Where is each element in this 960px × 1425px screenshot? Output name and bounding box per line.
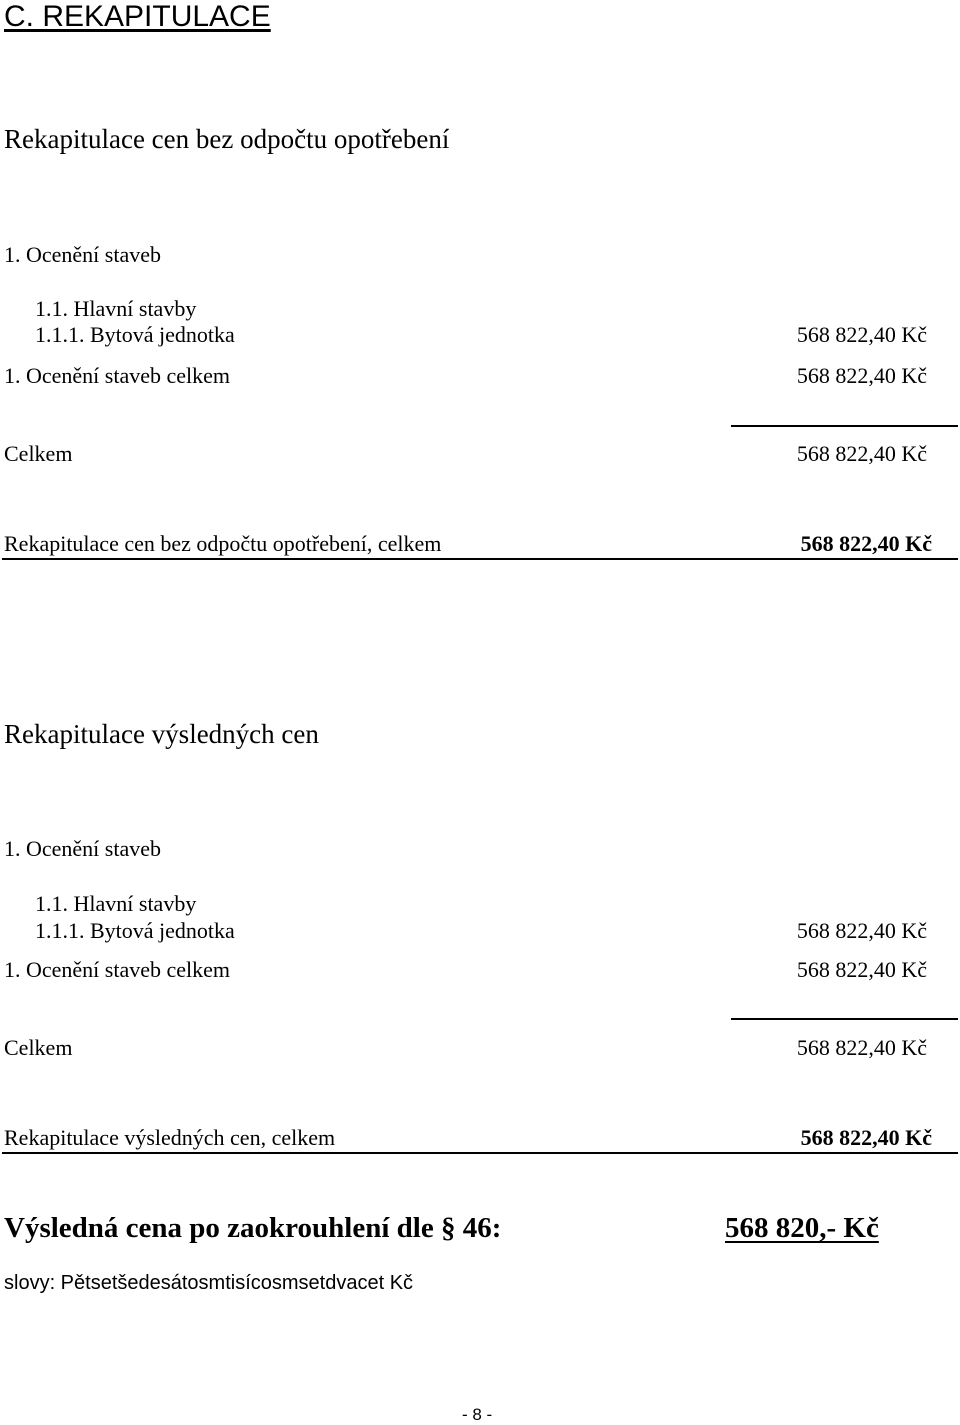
section1-summary-value: 568 822,40 Kč <box>800 531 932 556</box>
section1-group: 1. Ocenění staveb <box>4 242 161 267</box>
section1-subgroup: 1.1. Hlavní stavby <box>35 296 197 321</box>
amount-in-words: slovy: Pětsetšedesátosmtisícosmsetdvacet Kč <box>4 1272 414 1294</box>
page-heading: C. REKAPITULACE <box>4 0 271 33</box>
section2-item-label: 1.1.1. Bytová jednotka <box>35 918 235 943</box>
section2-title: Rekapitulace výsledných cen <box>4 719 319 749</box>
summary-rule <box>2 1152 958 1154</box>
section2-subgroup: 1.1. Hlavní stavby <box>35 891 197 916</box>
section2-group-total-label: 1. Ocenění staveb celkem <box>4 957 231 982</box>
subtotal-rule <box>731 1018 958 1020</box>
section1-group-total-label: 1. Ocenění staveb celkem <box>4 363 231 388</box>
section2-group-total-value: 568 822,40 Kč <box>796 957 927 982</box>
section2-total-value: 568 822,40 Kč <box>796 1035 927 1060</box>
section2-summary-value: 568 822,40 Kč <box>800 1125 932 1150</box>
final-price-label: Výsledná cena po zaokrouhlení dle § 46: <box>4 1212 502 1244</box>
page-number: - 8 - <box>462 1405 493 1424</box>
summary-rule <box>2 558 958 560</box>
section1-group-total-value: 568 822,40 Kč <box>796 363 927 388</box>
section1-item-label: 1.1.1. Bytová jednotka <box>35 322 235 347</box>
section1-total-label: Celkem <box>4 441 73 466</box>
section1-total-value: 568 822,40 Kč <box>796 441 927 466</box>
section2-group: 1. Ocenění staveb <box>4 836 161 861</box>
section1-item-value: 568 822,40 Kč <box>796 322 927 347</box>
subtotal-rule <box>731 425 958 427</box>
section1-title: Rekapitulace cen bez odpočtu opotřebení <box>4 124 450 154</box>
section2-summary-label: Rekapitulace výsledných cen, celkem <box>4 1125 336 1150</box>
section1-summary-label: Rekapitulace cen bez odpočtu opotřebení, celkem <box>4 531 442 556</box>
section2-total-label: Celkem <box>4 1035 73 1060</box>
final-price-value: 568 820,- Kč <box>725 1212 879 1244</box>
section2-item-value: 568 822,40 Kč <box>796 918 927 943</box>
